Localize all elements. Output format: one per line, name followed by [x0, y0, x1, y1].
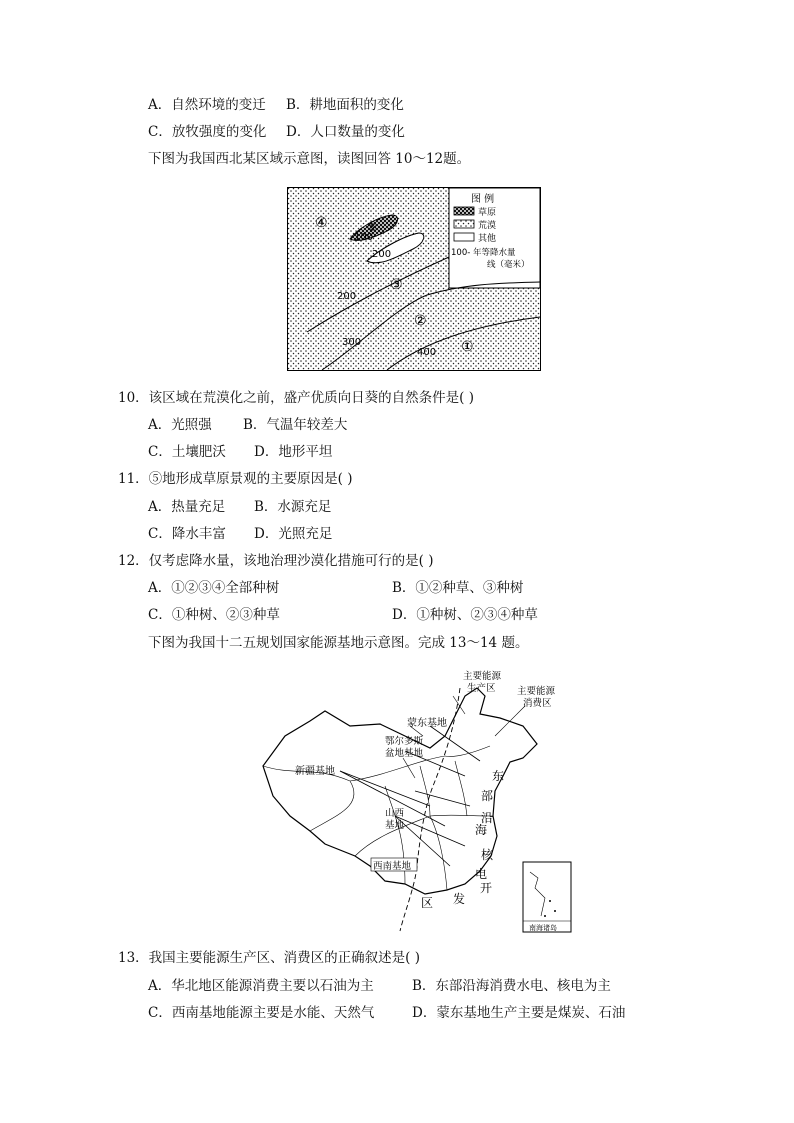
- label-east-7: 开: [480, 881, 493, 895]
- label-east-4: 海: [475, 823, 488, 837]
- map-northwest-region: [287, 187, 541, 371]
- label-shanxi-1: 山西: [385, 808, 405, 819]
- map-china-energy-bases: [255, 666, 575, 936]
- label-mengdong: 蒙东基地: [407, 718, 447, 729]
- q12-option-b: B．①②种草、③种树: [392, 580, 524, 596]
- inset-label: 南海诸岛: [529, 924, 557, 932]
- label-east-3: 沿: [481, 811, 494, 825]
- legend-isoline-1: 100- 年等降水量: [451, 248, 516, 258]
- label-production-2: 生产区: [467, 683, 496, 694]
- q13-option-a: A．华北地区能源消费主要以石油为主: [148, 978, 374, 994]
- label-east-6: 电: [475, 867, 488, 881]
- q12-option-c: C．①种树、②③种草: [148, 607, 280, 623]
- label-erdos-1: 鄂尔多斯: [385, 736, 424, 747]
- legend-desert: 荒漠: [478, 221, 497, 231]
- q9-option-d: D．人口数量的变化: [286, 124, 405, 140]
- q10-stem: 10．该区域在荒漠化之前，盛产优质向日葵的自然条件是( ): [118, 390, 475, 406]
- q11-option-d: D．光照充足: [254, 526, 333, 542]
- q12-option-a: A．①②③④全部种树: [148, 580, 280, 596]
- legend-isoline-2: 线（毫米）: [487, 260, 530, 270]
- label-east-8: 发: [453, 892, 466, 906]
- q11-option-a: A．热量充足: [148, 499, 226, 515]
- region-2: ②: [414, 313, 427, 329]
- q9-option-a: A．自然环境的变迁: [148, 97, 266, 113]
- q10-option-a: A．光照强: [148, 417, 212, 433]
- label-consumption-1: 主要能源: [517, 686, 556, 697]
- q10-option-b: B．气温年较差大: [243, 417, 348, 433]
- legend-other-swatch: [454, 233, 474, 241]
- q10-option-d: D．地形平坦: [254, 444, 333, 460]
- legend-other: 其他: [478, 234, 497, 244]
- label-shanxi-2: 基地: [385, 820, 405, 831]
- q10-option-c: C．土壤肥沃: [148, 444, 226, 460]
- label-erdos-2: 盆地基地: [385, 748, 424, 759]
- q13-stem: 13．我国主要能源生产区、消费区的正确叙述是( ): [118, 950, 421, 966]
- label-east-2: 部: [481, 789, 494, 803]
- region-3: ③: [390, 277, 403, 293]
- label-production-1: 主要能源: [463, 671, 502, 682]
- region-4: ④: [315, 215, 328, 231]
- label-xinjiang: 新疆基地: [295, 766, 335, 777]
- isoline-label-300: 300: [342, 337, 362, 348]
- legend-desert-swatch: [454, 220, 474, 228]
- q11-option-b: B．水源充足: [254, 499, 332, 515]
- isoline-label-200: 200: [337, 291, 357, 302]
- intro-13-14: 下图为我国十二五规划国家能源基地示意图。完成 13～14 题。: [148, 635, 529, 651]
- q12-stem: 12．仅考虑降水量，该地治理沙漠化措施可行的是( ): [118, 553, 434, 569]
- label-east-1: 东: [492, 769, 505, 783]
- label-xinan: 西南基地: [373, 861, 412, 872]
- q12-option-d: D．①种树、②③④种草: [392, 607, 538, 623]
- label-east-5: 核: [481, 848, 494, 862]
- legend-title: 图 例: [471, 194, 495, 205]
- region-5: ⑤: [367, 221, 377, 234]
- q13-option-b: B．东部沿海消费水电、核电为主: [412, 978, 611, 994]
- q13-option-c: C．西南基地能源主要是水能、天然气: [148, 1005, 375, 1021]
- legend-grass-swatch: [454, 207, 474, 215]
- isoline-label-400: 400: [417, 347, 437, 358]
- intro-10-12: 下图为我国西北某区域示意图，读图回答 10～12题。: [148, 151, 471, 167]
- q9-option-b: B．耕地面积的变化: [286, 97, 404, 113]
- q11-option-c: C．降水丰富: [148, 526, 226, 542]
- isoline-label-100: 100: [354, 232, 374, 243]
- isoline-label-200-upper: 200: [372, 249, 392, 260]
- q13-option-d: D．蒙东基地生产主要是煤炭、石油: [412, 1005, 626, 1021]
- q9-option-c: C．放牧强度的变化: [148, 124, 267, 140]
- region-1: ①: [461, 339, 474, 355]
- label-east-9: 区: [421, 896, 434, 910]
- legend-grass: 草原: [478, 208, 497, 218]
- q11-stem: 11．⑤地形成草原景观的主要原因是( ): [118, 471, 353, 487]
- label-consumption-2: 消费区: [523, 698, 552, 709]
